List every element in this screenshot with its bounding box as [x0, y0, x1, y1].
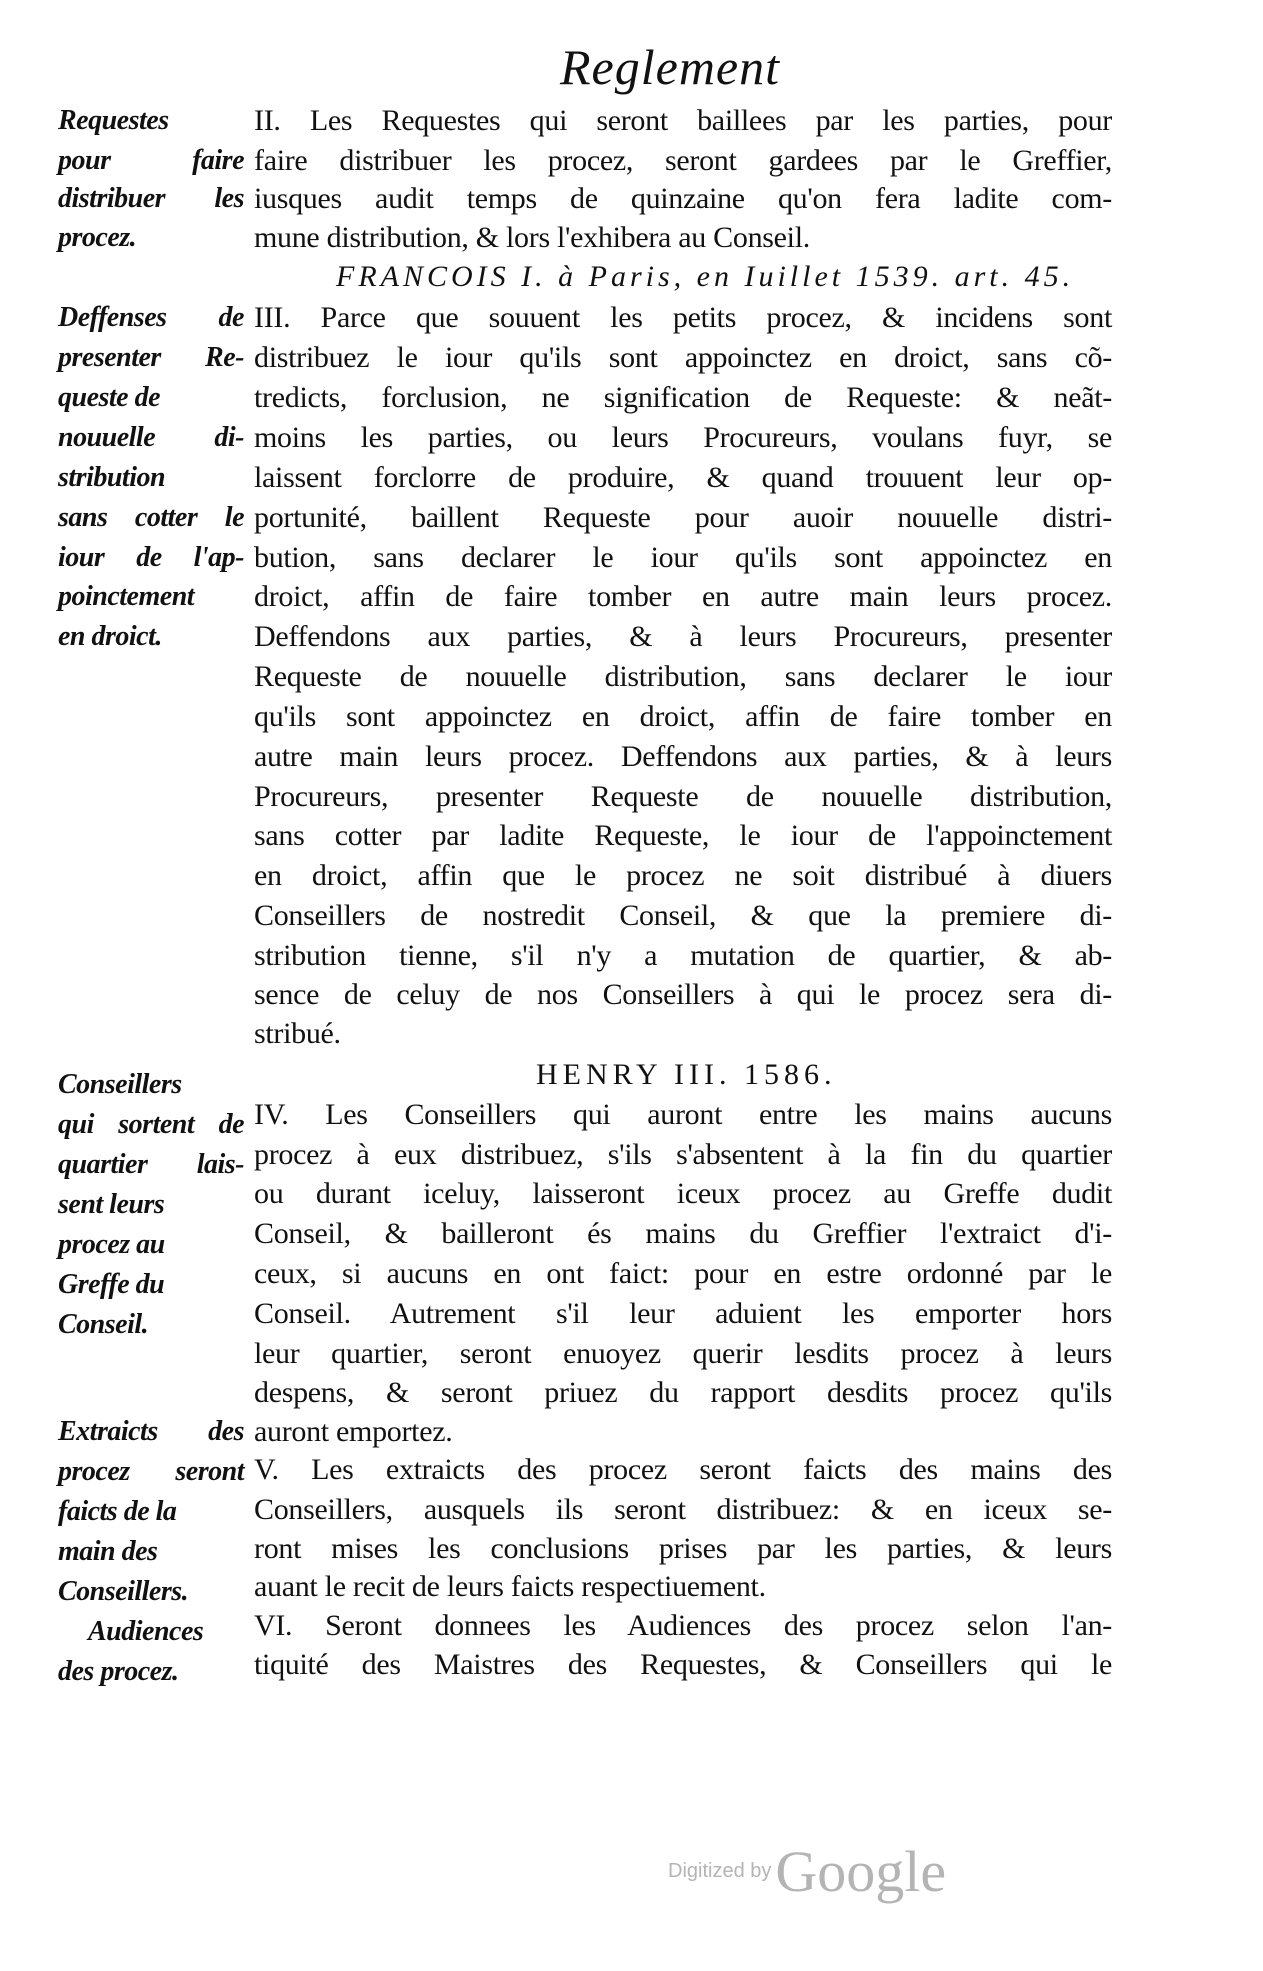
- text-line: Procureurs, presenter Requeste de nouuelle distribution,: [254, 780, 1112, 813]
- margin-note-line: procez seront: [58, 1456, 244, 1487]
- text-line: distribuez le iour qu'ils sont appoinctez en droict, sans cõ-: [254, 341, 1112, 374]
- text-line: iusques audit temps de quinzaine qu'on fera ladite com-: [254, 182, 1112, 215]
- text-line: procez à eux distribuez, s'ils s'absentent à la fin du quartier: [254, 1138, 1112, 1171]
- margin-note-line: stribution: [58, 462, 166, 493]
- text-line: droict, affin de faire tomber en autre main leurs procez.: [254, 580, 1112, 613]
- margin-note-line: procez.: [58, 222, 137, 253]
- text-line: IV. Les Conseillers qui auront entre les mains aucuns: [254, 1098, 1112, 1131]
- text-line: Conseil, & bailleront és mains du Greffier l'extraict d'i-: [254, 1217, 1112, 1250]
- text-line: moins les parties, ou leurs Procureurs, voulans fuyr, se: [254, 421, 1112, 454]
- watermark-logo: Google: [775, 1839, 947, 1904]
- section-heading-francois: FRANCOIS I. à Paris, en Iuillet 1539. art. 45.: [336, 260, 1075, 293]
- margin-note-line: Conseillers.: [58, 1576, 189, 1607]
- margin-note-line: en droict.: [58, 621, 162, 652]
- margin-note-line: faicts de la: [58, 1496, 177, 1527]
- margin-note-line: main des: [58, 1536, 158, 1567]
- text-line: auront emportez.: [254, 1415, 453, 1448]
- text-line: auant le recit de leurs faicts respectiuement.: [254, 1570, 766, 1603]
- margin-note-line: iour de l'ap-: [58, 542, 244, 573]
- text-line: tredicts, forclusion, ne signification de Requeste: & neãt-: [254, 381, 1112, 414]
- text-line: ceux, si aucuns en ont faict: pour en estre ordonné par le: [254, 1257, 1112, 1290]
- watermark-prefix: Digitized by: [668, 1860, 772, 1882]
- margin-note-line: Deffenses de: [58, 302, 244, 333]
- text-line: Conseil. Autrement s'il leur aduient les emporter hors: [254, 1297, 1112, 1330]
- text-line: Conseillers, ausquels ils seront distribuez: & en iceux se-: [254, 1493, 1112, 1526]
- text-line: ront mises les conclusions prises par les parties, & leurs: [254, 1532, 1112, 1565]
- margin-note-line: procez au: [58, 1229, 165, 1260]
- text-line: III. Parce que souuent les petits procez, & incidens sont: [254, 301, 1112, 334]
- margin-note-line: distribuer les: [58, 183, 244, 214]
- text-line: bution, sans declarer le iour qu'ils sont appoinctez en: [254, 541, 1112, 574]
- margin-note-line: des procez.: [58, 1656, 179, 1687]
- margin-note-line: Greffe du: [58, 1269, 165, 1300]
- margin-note-line: queste de: [58, 382, 161, 413]
- text-line: V. Les extraicts des procez seront faicts des mains des: [254, 1453, 1112, 1486]
- running-head: Reglement: [560, 39, 781, 95]
- text-line: stribué.: [254, 1017, 341, 1050]
- margin-note-line: poinctement: [58, 581, 195, 612]
- margin-note-line: sent leurs: [58, 1189, 165, 1220]
- text-line: Deffendons aux parties, & à leurs Procureurs, presenter: [254, 620, 1112, 653]
- text-line: autre main leurs procez. Deffendons aux parties, & à leurs: [254, 740, 1112, 773]
- text-line: portunité, baillent Requeste pour auoir nouuelle distri-: [254, 501, 1112, 534]
- text-line: Requeste de nouuelle distribution, sans declarer le iour: [254, 660, 1112, 693]
- margin-note-line: qui sortent de: [58, 1109, 244, 1140]
- margin-note-line: pour faire: [58, 145, 244, 176]
- margin-note-line: presenter Re-: [58, 342, 244, 373]
- margin-note-line: nouuelle di-: [58, 422, 244, 453]
- text-line: II. Les Requestes qui seront baillees par les parties, pour: [254, 104, 1112, 137]
- text-line: ou durant iceluy, laisseront iceux procez au Greffe dudit: [254, 1177, 1112, 1210]
- text-line: stribution tienne, s'il n'y a mutation de quartier, & ab-: [254, 939, 1112, 972]
- section-heading-henry: HENRY III. 1586.: [536, 1058, 837, 1091]
- text-line: sence de celuy de nos Conseillers à qui le procez sera di-: [254, 978, 1112, 1011]
- digitized-watermark: [668, 1838, 946, 1905]
- margin-note-line: Extraicts des: [58, 1416, 244, 1447]
- margin-note-line: Conseil.: [58, 1309, 149, 1340]
- text-line: leur quartier, seront enuoyez querir lesdits procez à leurs: [254, 1337, 1112, 1370]
- margin-note-line: Conseillers: [58, 1069, 182, 1100]
- margin-note-line: Requestes: [58, 105, 169, 136]
- text-line: en droict, affin que le procez ne soit distribué à diuers: [254, 859, 1112, 892]
- text-line: sans cotter par ladite Requeste, le iour de l'appoinctement: [254, 819, 1112, 852]
- text-line: laissent forclorre de produire, & quand trouuent leur op-: [254, 461, 1112, 494]
- margin-note-line: quartier lais-: [58, 1149, 244, 1180]
- text-line: despens, & seront priuez du rapport desdits procez qu'ils: [254, 1376, 1112, 1409]
- margin-note-line: sans cotter le: [58, 502, 244, 533]
- text-line: mune distribution, & lors l'exhibera au Conseil.: [254, 221, 810, 254]
- text-line: VI. Seront donnees les Audiences des procez selon l'an-: [254, 1609, 1112, 1642]
- text-line: faire distribuer les procez, seront gardees par le Greffier,: [254, 144, 1112, 177]
- text-line: qu'ils sont appoinctez en droict, affin de faire tomber en: [254, 700, 1112, 733]
- text-line: Conseillers de nostredit Conseil, & que la premiere di-: [254, 899, 1112, 932]
- margin-note-line: Audiences: [88, 1616, 204, 1647]
- text-line: tiquité des Maistres des Requestes, & Conseillers qui le: [254, 1648, 1112, 1681]
